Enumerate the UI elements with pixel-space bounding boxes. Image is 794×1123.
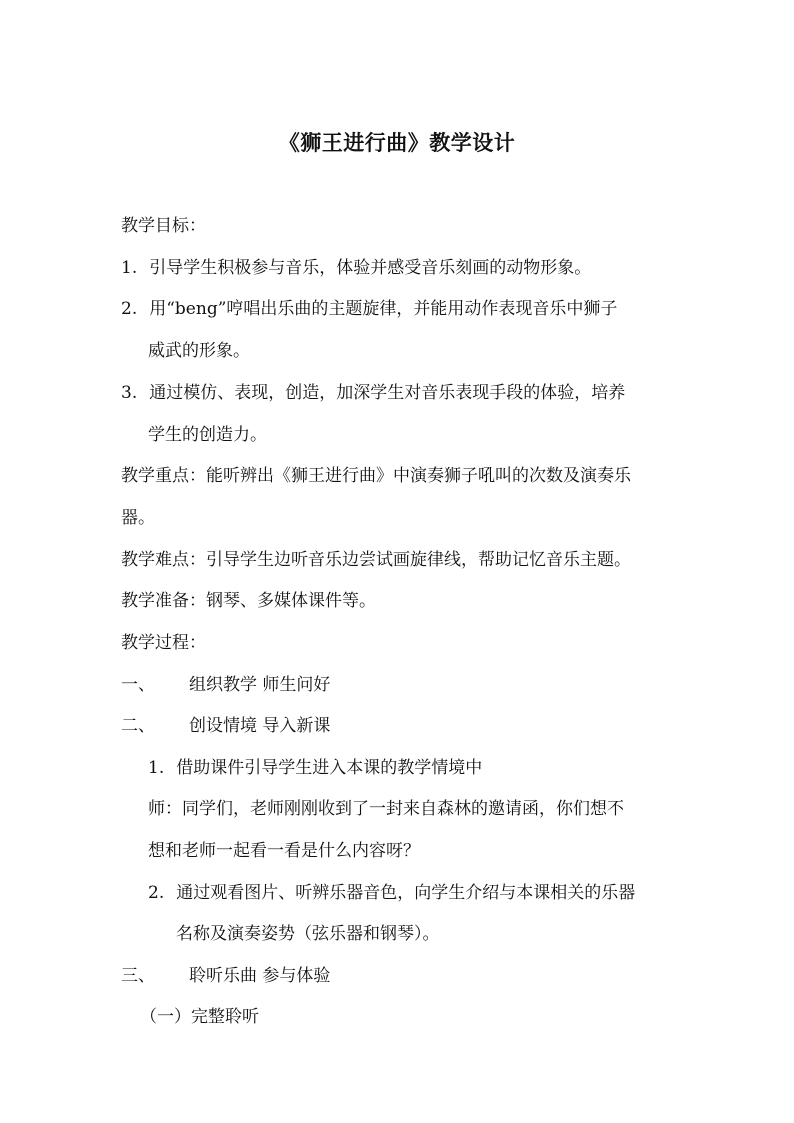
objective-number: 2. <box>121 299 138 319</box>
preparation-line: 教学准备：钢琴、多媒体课件等。 <box>121 591 376 611</box>
section-2 <box>121 715 330 737</box>
page-title: 《狮王进行曲》教学设计 <box>278 130 516 155</box>
process-heading: 教学过程： <box>121 633 206 653</box>
objective-item-2-continuation: 威武的形象。 <box>148 341 250 361</box>
section-number: 一、 <box>121 675 155 695</box>
sub-item-number: 2. <box>148 883 165 903</box>
teacher-speech-line-2: 想和老师一起看一看是什么内容呀？ <box>148 841 420 861</box>
sub-item-1 <box>148 757 482 779</box>
objectives-heading: 教学目标： <box>121 216 206 236</box>
sub-item-2 <box>148 882 635 904</box>
sub-item-2-continuation: 名称及演奏姿势（弦乐器和钢琴）。 <box>176 924 440 944</box>
section-1 <box>121 674 330 696</box>
objective-text: 用“beng”哼唱出乐曲的主题旋律，并能用动作表现音乐中狮子 <box>149 299 618 319</box>
section-text: 创设情境 导入新课 <box>189 716 331 736</box>
objective-item-2 <box>121 298 617 320</box>
objective-text: 引导学生积极参与音乐，体验并感受音乐刻画的动物形象。 <box>149 258 592 278</box>
section-number: 三、 <box>121 966 155 986</box>
sub-item-text: 借助课件引导学生进入本课的教学情境中 <box>176 758 483 778</box>
objective-item-3-continuation: 学生的创造力。 <box>148 425 267 445</box>
key-point-line-1: 教学重点：能听辨出《狮王进行曲》中演奏狮子吼叫的次数及演奏乐 <box>121 466 631 486</box>
difficulty-line: 教学难点：引导学生边听音乐边尝试画旋律线，帮助记忆音乐主题。 <box>121 550 631 570</box>
teacher-speech-line-1: 师：同学们，老师刚刚收到了一封来自森林的邀请函，你们想不 <box>148 799 624 819</box>
section-text: 组织教学 师生问好 <box>189 675 331 695</box>
objective-number: 3. <box>121 383 138 403</box>
section-3 <box>121 965 330 987</box>
sub-item-number: 1. <box>148 758 165 778</box>
section-text: 聆听乐曲 参与体验 <box>189 966 331 986</box>
objective-text: 通过模仿、表现，创造，加深学生对音乐表现手段的体验，培养 <box>149 383 626 403</box>
key-point-line-2: 器。 <box>121 508 155 528</box>
objective-number: 1. <box>121 258 138 278</box>
objective-item-3 <box>121 382 625 404</box>
section-number: 二、 <box>121 716 155 736</box>
subsection-heading: （一）完整聆听 <box>140 1007 259 1027</box>
objective-item-1 <box>121 257 591 279</box>
sub-item-text: 通过观看图片、听辨乐器音色，向学生介绍与本课相关的乐器 <box>176 883 636 903</box>
